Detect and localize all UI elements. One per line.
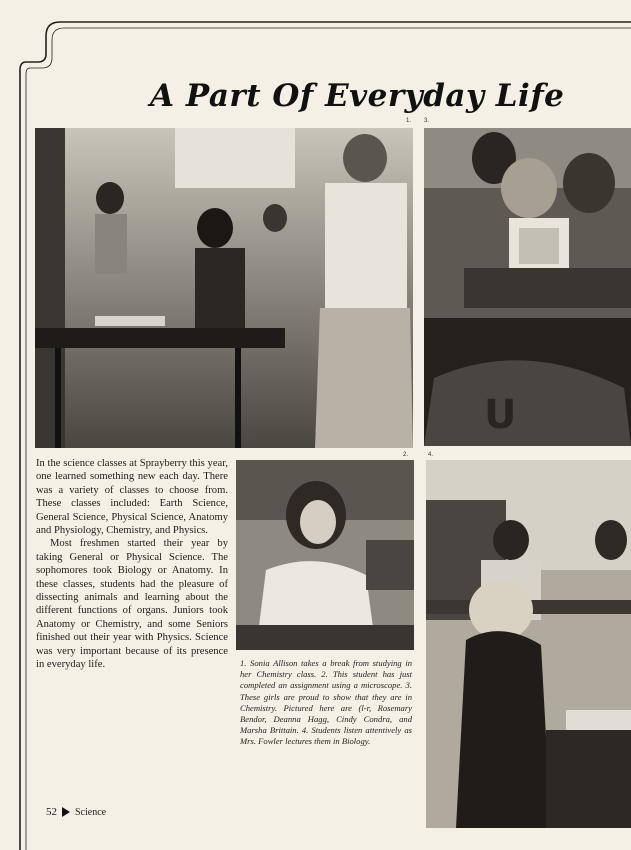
photo-number-3-label: 3. <box>424 118 430 124</box>
body-paragraph-2: Most freshmen started their year by taking General or Physical Science. The sophomores took Biology or Anatomy. In these classes, students had the pleasure of dissecting animals and learning about the different functions of organs. Juniors took Anatomy or Chemistry, and some Seniors finished out their year with Physics. Science was very important because of its presence in everyday life. <box>36 538 228 671</box>
chemistry-girls-photo-image <box>424 128 631 446</box>
svg-text:U: U <box>484 392 517 438</box>
photo-biology-students <box>426 460 631 828</box>
biology-students-photo-image <box>426 460 631 828</box>
photo-caption: 1. Sonia Allison takes a break from studying in her Chemistry class. 2. This student has just completed an assignment using a microscope. 3. These girls are proud to show that they are in Chemistry. Pictured here are (l-r, Rosemary Bendor, Deanna Hagg, Cindy Condra, and Marsha Brittain. 4. Students listen attentively as Mrs. Fowler lectures them in Biology. <box>240 658 412 747</box>
photo-chemistry-girls <box>424 128 631 446</box>
article-body <box>36 457 228 672</box>
photo-number-4: 4. <box>428 452 434 458</box>
page-footer <box>46 806 106 818</box>
photo-number-2: 2. <box>403 452 409 458</box>
photo-classroom <box>35 128 413 448</box>
microscope-student-photo-image <box>236 460 414 650</box>
section-name: Science <box>75 806 107 818</box>
photo-number-1: 1. <box>406 118 412 124</box>
page-number: 52 <box>46 806 57 818</box>
body-paragraph-1: In the science classes at Sprayberry this year, one learned something new each day. There was a variety of classes to choose from. These classes included: Earth Science, General Science, Physical Science, Anatomy and Physiology, Chemistry, and Physics. <box>36 458 228 537</box>
page-title: A Part Of Everyday Life <box>150 78 565 114</box>
photo-microscope-student <box>236 460 414 650</box>
classroom-photo-image <box>35 128 413 448</box>
triangle-arrow-icon <box>62 807 70 817</box>
